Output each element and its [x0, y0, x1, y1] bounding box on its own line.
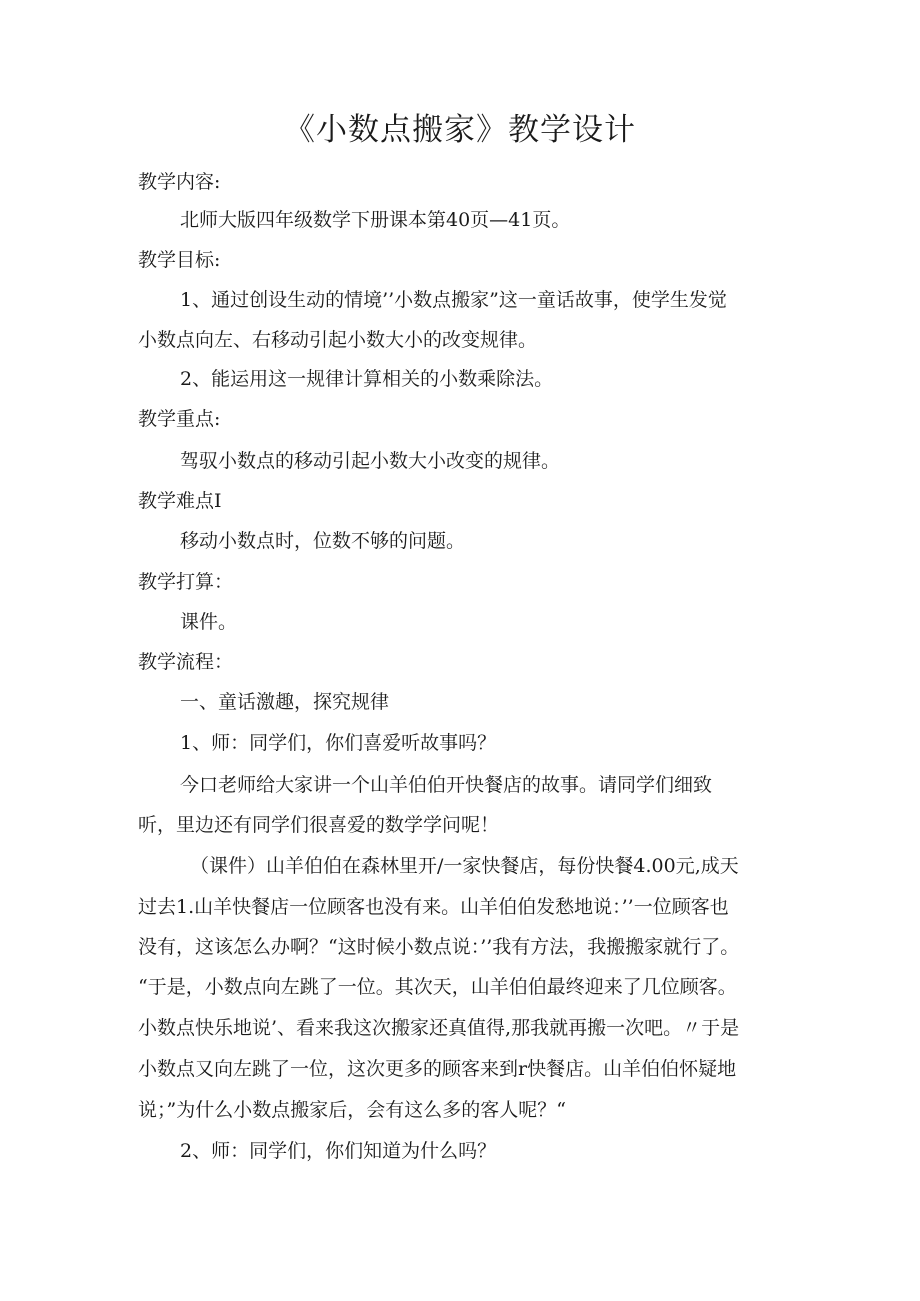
paragraph: 小数点快乐地说’、看来我这次搬家还真值得,那我就再搬一次吧。〃于是 [138, 1017, 740, 1039]
paragraph: 听，里边还有同学们很喜爱的数学学问呢！ [138, 814, 500, 836]
paragraph: （课件）山羊伯伯在森林里开/一家快餐店，每份快餐4.00元,成天 [190, 855, 739, 877]
paragraph: 说；”为什么小数点搬家后，会有这么多的客人呢？“ [138, 1099, 566, 1121]
paragraph: 没有，这该怎么办啊？“这时候小数点说：’’我有方法，我搬搬家就行了。 [138, 936, 740, 958]
paragraph: 课件。 [180, 611, 238, 633]
document-title: 《小数点搬家》教学设计 [284, 112, 636, 148]
heading-content: 教学内容: [138, 171, 221, 193]
section-heading: 一、童话激趣，探究规律 [180, 691, 390, 713]
heading-process: 教学流程： [138, 651, 234, 673]
paragraph: 今口老师给大家讲一个山羊伯伯开快餐店的故事。请同学们细致 [180, 774, 713, 796]
paragraph: 1、师：同学们，你们喜爱听故事吗？ [180, 732, 497, 754]
heading-key-points: 教学重点: [138, 408, 221, 430]
paragraph: 驾驭小数点的移动引起小数大小改变的规律。 [180, 450, 561, 472]
paragraph: 2、能运用这一规律计算相关的小数乘除法。 [180, 368, 554, 390]
paragraph: 小数点又向左跳了一位，这次更多的顾客来到r快餐店。山羊伯伯怀疑地 [138, 1058, 737, 1080]
paragraph: 2、师：同学们，你们知道为什么吗？ [180, 1140, 497, 1162]
paragraph: 移动小数点时，位数不够的问题。 [180, 530, 466, 552]
heading-preparation: 教学打算： [138, 571, 234, 593]
paragraph: 北师大版四年级数学下册课本第40页—41页。 [180, 209, 571, 231]
paragraph: 1、通过创设生动的情境’’小数点搬家”这一童话故事，使学生发觉 [180, 289, 727, 311]
heading-objectives: 教学目标: [138, 249, 221, 271]
paragraph: 小数点向左、右移动引起小数大小的改变规律。 [138, 329, 538, 351]
paragraph: 过去1.山羊快餐店一位顾客也没有来。山羊伯伯发愁地说：’’一位顾客也 [138, 896, 729, 918]
heading-difficulty: 教学难点I [138, 490, 222, 512]
paragraph: “于是，小数点向左跳了一位。其次天，山羊伯伯最终迎来了几位顾客。 [138, 976, 737, 998]
